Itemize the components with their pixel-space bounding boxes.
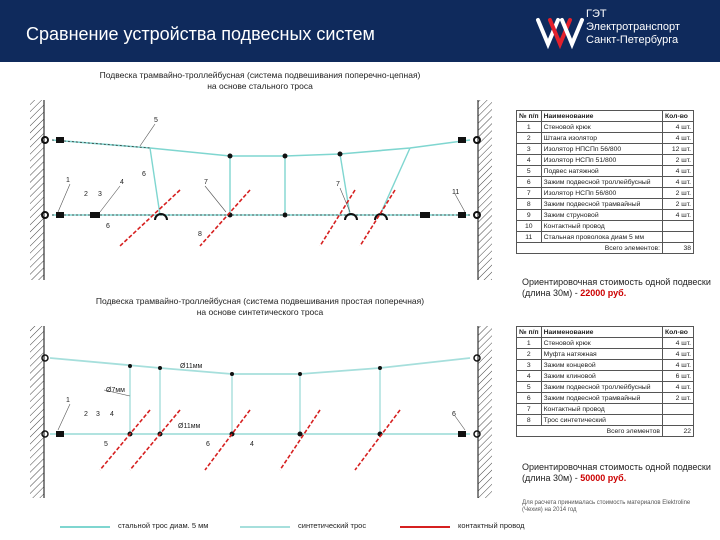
scheme2-label-d7: Ø7мм — [106, 387, 125, 394]
svg-text:7: 7 — [336, 181, 340, 188]
scheme1-callouts — [66, 117, 459, 238]
cell-num: 7 — [517, 188, 542, 199]
scheme2-nodes — [56, 364, 466, 437]
scheme2-label-d11-bottom: Ø11мм — [178, 423, 201, 430]
col-qty: Кол-во — [663, 111, 694, 122]
cost-block-2 — [522, 462, 712, 484]
cell-qty: 4 шт. — [663, 166, 694, 177]
svg-text:4: 4 — [110, 411, 114, 418]
svg-text:2: 2 — [84, 411, 88, 418]
cell-qty — [663, 221, 694, 232]
cell-qty: 2 шт. — [663, 199, 694, 210]
cell-num: 10 — [517, 221, 542, 232]
cell-name: Зажим струновой — [541, 210, 662, 221]
col-num: № п/п — [517, 111, 542, 122]
scheme1-caption-line2: на основе стального троса — [207, 81, 313, 91]
svg-text:6: 6 — [452, 411, 456, 418]
cost1-value: 22000 руб. — [580, 288, 627, 298]
svg-text:7: 7 — [204, 179, 208, 186]
legend-synthetic-label: синтетический трос — [298, 521, 367, 530]
cell-name: Муфта натяжная — [541, 349, 662, 360]
svg-text:4: 4 — [120, 179, 124, 186]
scheme1-droppers — [150, 148, 410, 215]
brand-line-3: Санкт-Петербурга — [586, 34, 679, 46]
svg-text:6: 6 — [106, 223, 110, 230]
scheme1-caption-line1: Подвеска трамвайно-троллейбусная (система подвешивания поперечно-цепная) — [99, 70, 421, 80]
scheme2-caption-line1: Подвеска трамвайно-троллейбусная (система подвешивания простая поперечная) — [95, 296, 425, 306]
table-row — [517, 188, 694, 199]
brand-line-1: ГЭТ — [586, 8, 607, 20]
page-title: Сравнение устройства подвесных систем — [26, 24, 375, 44]
scheme1-contact-wires — [120, 190, 395, 246]
cell-name: Зажим подвесной троллейбусный — [541, 382, 662, 393]
table-row — [517, 155, 694, 166]
table-row — [517, 382, 694, 393]
cell-name: Контактный провод — [541, 221, 662, 232]
svg-text:6: 6 — [142, 171, 146, 178]
cell-num: 8 — [517, 415, 542, 426]
brand-text — [586, 8, 680, 47]
cell-name: Зажим подвесной троллейбусный — [541, 177, 662, 188]
svg-text:11: 11 — [452, 189, 460, 196]
cell-num: 7 — [517, 404, 542, 415]
cell-name: Трос синтетический — [541, 415, 662, 426]
svg-text:5: 5 — [104, 441, 108, 448]
legend-contact-label: контактный провод — [458, 521, 525, 530]
svg-text:4: 4 — [250, 441, 254, 448]
cell-num: 2 — [517, 349, 542, 360]
legend — [0, 518, 720, 534]
cell-num: 1 — [517, 122, 542, 133]
scheme2-contact-wires — [100, 410, 400, 470]
cell-num: 3 — [517, 360, 542, 371]
cell-num: 11 — [517, 232, 542, 243]
cost2-text: Ориентировочная стоимость одной подвески (длина 30м) - — [522, 462, 711, 483]
table-total-row — [517, 426, 694, 437]
cell-qty: 4 шт. — [663, 133, 694, 144]
table-row — [517, 122, 694, 133]
cell-name: Зажим подвесной трамвайный — [541, 199, 662, 210]
cell-name: Зажим подвесной трамвайный — [541, 393, 662, 404]
cell-qty: 6 шт. — [663, 371, 694, 382]
total-value: 38 — [663, 243, 694, 254]
wall-right-2 — [478, 326, 492, 498]
cell-num: 6 — [517, 393, 542, 404]
cell-qty: 4 шт. — [663, 177, 694, 188]
cell-qty: 2 шт. — [663, 155, 694, 166]
svg-text:1: 1 — [66, 397, 70, 404]
cell-num: 6 — [517, 177, 542, 188]
cell-name: Стеновой крюк — [541, 338, 662, 349]
legend-contact-swatch — [400, 526, 450, 528]
cell-qty: 4 шт. — [663, 338, 694, 349]
total-value: 22 — [663, 426, 694, 437]
cost1-text: Ориентировочная стоимость одной подвески (длина 30м) - — [522, 277, 711, 298]
svg-text:1: 1 — [66, 177, 70, 184]
table-row — [517, 144, 694, 155]
cost2-value: 50000 руб. — [580, 473, 627, 483]
scheme2-labels — [66, 363, 456, 448]
cost-block-1 — [522, 277, 712, 299]
cell-name: Изолятор НПСПп 56/800 — [541, 144, 662, 155]
cell-qty: 4 шт. — [663, 382, 694, 393]
cell-qty: 2 шт. — [663, 393, 694, 404]
svg-text:6: 6 — [206, 441, 210, 448]
cell-name: Изолятор НСПп 51/800 — [541, 155, 662, 166]
cell-num: 1 — [517, 338, 542, 349]
cell-name: Зажим концевой — [541, 360, 662, 371]
spec-table-1 — [516, 110, 694, 254]
cell-qty — [663, 232, 694, 243]
cell-name: Зажим клиновой — [541, 371, 662, 382]
table-row — [517, 415, 694, 426]
cell-qty: 2 шт. — [663, 188, 694, 199]
cell-qty: 4 шт. — [663, 360, 694, 371]
wall-left-2 — [30, 326, 44, 498]
cell-qty — [663, 415, 694, 426]
table-row — [517, 349, 694, 360]
header-bar — [0, 0, 720, 62]
cell-num: 2 — [517, 133, 542, 144]
table-row — [517, 177, 694, 188]
svg-text:8: 8 — [198, 231, 202, 238]
cell-qty: 4 шт. — [663, 210, 694, 221]
cell-num: 9 — [517, 210, 542, 221]
table-row — [517, 393, 694, 404]
cell-name: Стеновой крюк — [541, 122, 662, 133]
wall-left-1 — [30, 100, 44, 280]
scheme2-label-d11-top: Ø11мм — [180, 363, 203, 370]
cell-name: Подвес натяжной — [541, 166, 662, 177]
col-name: Наименование — [541, 327, 662, 338]
cell-qty: 4 шт. — [663, 122, 694, 133]
scheme1-carrier-rope — [52, 140, 470, 215]
cell-num: 8 — [517, 199, 542, 210]
svg-text:3: 3 — [98, 191, 102, 198]
svg-text:5: 5 — [154, 117, 158, 124]
table-row — [517, 133, 694, 144]
table-header — [517, 327, 694, 338]
cell-qty: 12 шт. — [663, 144, 694, 155]
col-name: Наименование — [541, 111, 662, 122]
table-row — [517, 210, 694, 221]
table-row — [517, 371, 694, 382]
table-total-row — [517, 243, 694, 254]
table-row — [517, 360, 694, 371]
cell-num: 5 — [517, 166, 542, 177]
cell-qty — [663, 404, 694, 415]
total-label: Всего элементов: — [517, 243, 663, 254]
table-row — [517, 166, 694, 177]
spec-table-2 — [516, 326, 694, 437]
col-num: № п/п — [517, 327, 542, 338]
wall-right-1 — [478, 100, 492, 280]
table-row — [517, 338, 694, 349]
legend-steel-swatch — [60, 526, 110, 528]
scheme2-caption-line2: на основе синтетического троса — [196, 307, 324, 317]
legend-synthetic-swatch — [240, 526, 290, 528]
svg-text:3: 3 — [96, 411, 100, 418]
svg-text:2: 2 — [84, 191, 88, 198]
table-header — [517, 111, 694, 122]
cell-name: Стальная проволока диам 5 мм — [541, 232, 662, 243]
col-qty: Кол-во — [663, 327, 694, 338]
table-row — [517, 221, 694, 232]
table-row — [517, 199, 694, 210]
legend-steel-label: стальной трос диам. 5 мм — [118, 521, 209, 530]
cell-num: 5 — [517, 382, 542, 393]
cell-name: Изолятор НСПп 56/800 — [541, 188, 662, 199]
cell-num: 4 — [517, 155, 542, 166]
scheme2-synthetic-ropes — [50, 358, 470, 434]
cell-qty: 4 шт. — [663, 349, 694, 360]
table-row — [517, 404, 694, 415]
cell-name: Штанга изолятор — [541, 133, 662, 144]
scheme1-clamps — [42, 137, 480, 220]
table-row — [517, 232, 694, 243]
cell-num: 4 — [517, 371, 542, 382]
brand-line-2: Электротранспорт — [586, 21, 680, 33]
cell-num: 3 — [517, 144, 542, 155]
total-label: Всего элементов — [517, 426, 663, 437]
cost-note: Для расчета принималась стоимость материалов Elektroline (Чехия) на 2014 год — [522, 500, 691, 513]
cell-name: Контактный провод — [541, 404, 662, 415]
